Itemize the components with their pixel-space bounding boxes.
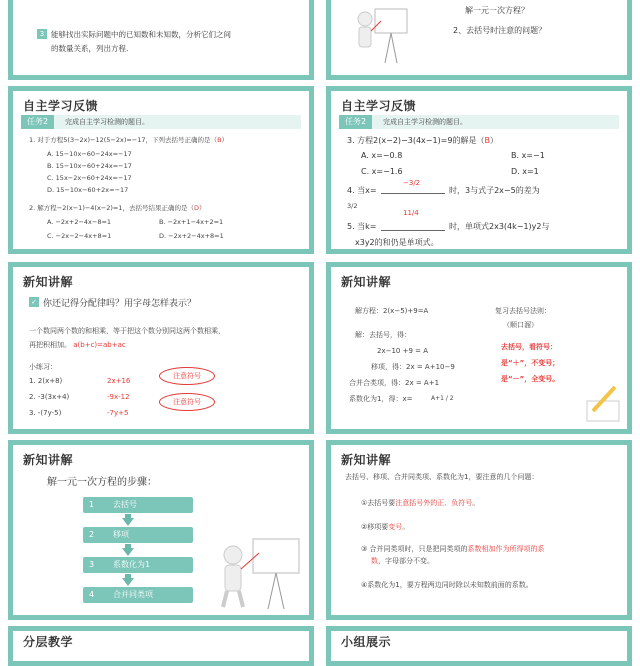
slide-title: 新知讲解 [23,275,74,289]
step-box-1: 1 去括号 [83,497,193,513]
answer-1: 2x+16 [107,377,131,385]
exercise-3: 3. -(7y-5) [29,409,62,417]
item-number-badge: 3 [37,29,47,39]
q1-option-b: B. 15−10x−60+24x=−17 [47,162,132,170]
step-1-value: 2x−10 +9 = A [377,347,429,355]
review-subtitle: （顺口溜） [503,321,538,329]
step-3: 合并合类项，得：2x = A+1 [349,379,440,387]
point-2: ②移项要变号。 [361,523,410,531]
step-box-2: 2 移项 [83,527,193,543]
question-5-tail: x3y2的和仍是单项式。 [355,238,439,247]
slide-new-knowledge-1[interactable] [8,262,314,434]
q3-option-c: C. x=−1.6 [361,167,403,176]
exercise-2: 2. -3(3x+4) [29,393,70,401]
point-3: ③ 合并同类项时，只是把同类项的系数相加作为所得项的系 [361,545,545,553]
definition-line-2: 再把积相加。 a(b+c)=ab+ac [29,341,126,349]
step-box-3: 3 系数化为1 [83,557,193,573]
q1-option-c: C. 15x−2x−60+24x=−17 [47,174,132,182]
objective-line-1: 能够找出实际问题中的已知数和未知数，分析它们之间 [51,30,231,39]
q5-answer: 11/4 [403,209,419,217]
answer-3: -7y+5 [107,409,129,417]
question-4-suffix: 时，3与式子2x−5的差为 [449,186,540,195]
slide-new-knowledge-4[interactable] [326,440,632,620]
slide-tiered-teaching[interactable] [8,626,314,666]
steps-heading: 解一元一次方程的步骤： [47,477,157,488]
question-3-stem: 3. 方程2(x−2)−3(4x−1)=9的解是（B） [347,136,498,145]
q2-option-d: D. −2x+2−4x+8=1 [159,232,224,240]
q2-option-c: C. −2x−2−4x+8=1 [47,232,112,240]
checkbox-icon: ✓ [29,297,39,307]
arrow-down-icon [122,548,134,556]
presenter-figure-icon [351,3,411,69]
rule-line-3: 是“－”，全变号。 [501,375,560,383]
task-strip [339,115,619,129]
slide-title: 新知讲解 [23,453,74,467]
step-2: 移项，得：2x = A+10−9 [371,363,455,371]
notepad-pencil-icon [585,381,625,425]
task-strip [21,115,301,129]
step-4-fraction: A+1 / 2 [431,395,454,402]
step-1-label: 解：去括号，得： [355,331,411,339]
slide-self-study-feedback-2[interactable] [326,86,632,254]
task-badge: 任务2 [339,115,372,129]
definition-line-1: 一个数同两个数的和相乘，等于把这个数分别同这两个数相乘， [29,327,225,335]
point-3-cont: 数，字母部分不变。 [371,557,434,565]
slide-group-showcase[interactable] [326,626,632,666]
slide-new-knowledge-2[interactable] [326,262,632,434]
point-1: ①去括号要注意括号外的正、负符号。 [361,499,480,507]
objective-line-2: 的数量关系，列出方程. [51,44,129,53]
question-5-suffix: 时，单项式2x3(4k−1)y2与 [449,222,550,231]
slide-title: 分层教学 [23,635,74,649]
slide-objectives[interactable] [8,0,314,80]
q3-option-d: D. x=1 [511,167,539,176]
practice-label: 小练习： [29,363,57,371]
review-label: 复习去括号法则： [495,307,551,315]
sign-note-1: 注意符号 [159,367,215,385]
points-intro: 去括号、移项、合并同类项、系数化为1，要注意的几个问题： [345,473,539,481]
q2-option-a: A. −2x+2−4x−8=1 [47,218,112,226]
task-text: 完成自主学习检测的题目。 [383,118,467,126]
step-box-4: 4 合并同类项 [83,587,193,603]
step-4: 系数化为1，得：x= [349,395,413,403]
q4-answer-blank [381,193,445,194]
slide-new-knowledge-3[interactable] [8,440,314,620]
task-text: 完成自主学习检测的题目。 [65,118,149,126]
slide-title: 小组展示 [341,635,392,649]
slide-title: 自主学习反馈 [23,99,99,113]
slide-questions[interactable] [326,0,632,80]
slide-self-study-feedback-1[interactable] [8,86,314,254]
q5-answer-blank [381,230,445,231]
equation: 解方程：2(x−5)+9=A [355,307,429,315]
point-4: ④系数化为1，要方程两边同时除以未知数前面的系数。 [361,581,533,589]
slide-title: 自主学习反馈 [341,99,417,113]
arrow-down-icon [122,518,134,526]
question-1-stem: 1. 对于方程5(3−2x)−12(5−2x)=−17，下列去括号正确的是（B） [29,136,229,144]
task-badge: 任务2 [21,115,54,129]
question-2-stem: 2. 解方程−2(x−1)−4(x−2)=1，去括号结果正确的是（D） [29,204,206,212]
rule-line-1: 去括号，看符号： [501,343,557,351]
sign-note-2: 注意符号 [159,393,215,411]
slide-title: 新知讲解 [341,453,392,467]
exercise-1: 1. 2(x+8) [29,377,63,385]
question-1: 解一元一次方程？ [465,6,529,15]
rule-line-2: 是“＋”，不变号； [501,359,560,367]
q3-option-b: B. x=−1 [511,151,545,160]
slide-title: 新知讲解 [341,275,392,289]
question-4-prefix: 4. 当x= [347,186,377,195]
q4-answer: −3/2 [403,179,421,187]
q4-fraction: 3/2 [347,202,358,210]
question-2: 2、去括号时注意的问题？ [453,26,547,35]
arrow-down-icon [122,578,134,586]
question-5-prefix: 5. 当k= [347,222,377,231]
q3-option-a: A. x=−0.8 [361,151,403,160]
presenter-figure-icon [213,533,303,613]
answer-2: -9x-12 [107,393,130,401]
distributive-question: 你还记得分配律吗？用字母怎样表示？ [43,299,197,309]
q1-option-a: A. 15−10x−60−24x=−17 [47,150,132,158]
q1-option-d: D. 15−10x−60+2x=−17 [47,186,129,194]
q2-option-b: B. −2x+1−4x+2=1 [159,218,224,226]
